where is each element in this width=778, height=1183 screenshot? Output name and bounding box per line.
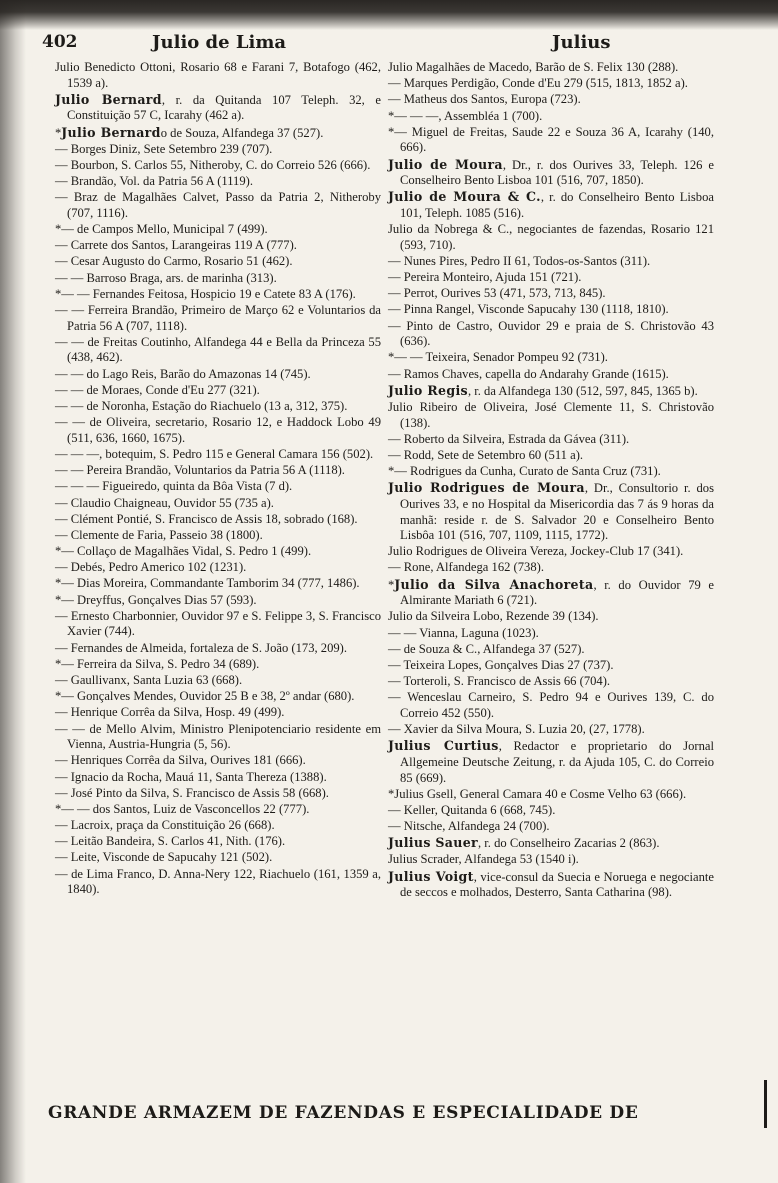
directory-entry: — — Barroso Braga, ars. de marinha (313). [55, 270, 277, 285]
directory-entry: — Fernandes de Almeida, fortaleza de S. João (173, 209). [55, 640, 348, 655]
directory-entry: *— — —, Assembléa 1 (700). [388, 108, 543, 123]
right-column [388, 60, 714, 901]
directory-entry: — Leitão Bandeira, S. Carlos 41, Nith. (176). [55, 834, 286, 849]
footer-banner: GRANDE ARMAZEM DE FAZENDAS E ESPECIALIDADE DE [48, 1103, 639, 1123]
directory-entry: *— Miguel de Freitas, Saude 22 e Souza 36 A, Icarahy (140, 666). [388, 124, 714, 155]
directory-entry: — Perrot, Ourives 53 (471, 573, 713, 845). [388, 286, 606, 301]
directory-entry: — Debés, Pedro Americo 102 (1231). [55, 560, 247, 575]
directory-entry: — Clemente de Faria, Passeio 38 (1800). [55, 527, 263, 542]
directory-entry: — Xavier da Silva Moura, S. Luzia 20, (27, 1778). [388, 722, 645, 737]
directory-entry: *— de Campos Mello, Municipal 7 (499). [55, 222, 268, 237]
directory-entry: — Henriques Corrêa da Silva, Ourives 181 (666). [55, 753, 306, 768]
directory-entry: — — Ferreira Brandão, Primeiro de Março 62 e Voluntarios da Patria 56 A (707, 1118). [55, 303, 381, 333]
directory-entry: — Clément Pontié, S. Francisco de Assis 18, sobrado (168). [55, 511, 358, 526]
directory-entry: — — Vianna, Laguna (1023). [388, 625, 539, 640]
directory-entry: — Teixeira Lopes, Gonçalves Dias 27 (737). [388, 658, 614, 672]
directory-entry: — Keller, Quitanda 6 (668, 745). [388, 802, 556, 817]
page-header [42, 28, 742, 58]
directory-entry: Julio Rodrigues de Oliveira Vereza, Jockey-Club 17 (341). [388, 544, 684, 559]
directory-entry: *— — Fernandes Feitosa, Hospicio 19 e Catete 83 A (176). [55, 286, 356, 301]
directory-entry: — Rodd, Sete de Setembro 60 (511 a). [388, 447, 584, 462]
directory-entry: — de Souza & C., Alfandega 37 (527). [388, 641, 585, 656]
directory-entry: — — de Freitas Coutinho, Alfandega 44 e Bella da Princeza 55 (438, 462). [55, 334, 381, 365]
directory-entry: — José Pinto da Silva, S. Francisco de Assis 58 (668). [55, 785, 329, 800]
directory-entry: — Rone, Alfandega 162 (738). [388, 560, 544, 575]
directory-entry: *— — dos Santos, Luiz de Vasconcellos 22 (777). [55, 801, 310, 816]
directory-entry: — — do Lago Reis, Barão do Amazonas 14 (745). [55, 366, 311, 381]
directory-entry: — Ramos Chaves, capella do Andarahy Grande (1615). [388, 366, 669, 381]
directory-entry: Julio Benedicto Ottoni, Rosario 68 e Farani 7, Botafogo (462, 1539 a). [55, 60, 381, 90]
directory-entry: — — de Noronha, Estação do Riachuelo (13 a, 312, 375). [55, 398, 348, 413]
directory-entry: — de Lima Franco, D. Anna-Nery 122, Riachuelo (161, 1359 a, 1840). [55, 866, 381, 897]
directory-entry: — Borges Diniz, Sete Setembro 239 (707). [55, 141, 273, 156]
directory-entry: Julio Bernard, r. da Quitanda 107 Teleph. 32, e Constituição 57 C, Icarahy (462 a). [55, 91, 381, 123]
directory-entry: — Bourbon, S. Carlos 55, Nitheroby, C. do Correio 526 (666). [55, 157, 371, 172]
directory-entry: — Ignacio da Rocha, Mauá 11, Santa Thereza (1388). [55, 769, 327, 784]
directory-entry: — Henrique Corrêa da Silva, Hosp. 49 (499). [55, 705, 285, 720]
directory-entry: *— Gonçalves Mendes, Ouvidor 25 B e 38, 2º andar (680). [55, 689, 355, 704]
directory-entry: — — Pereira Brandão, Voluntarios da Patria 56 A (1118). [55, 463, 345, 478]
directory-entry: — — de Moraes, Conde d'Eu 277 (321). [55, 382, 260, 397]
directory-entry: — — de Oliveira, secretario, Rosario 12, e Haddock Lobo 49 (511, 636, 1660, 1675). [55, 415, 381, 445]
directory-entry: — Leite, Visconde de Sapucahy 121 (502). [55, 850, 273, 865]
directory-entry: *Julio Bernardo de Souza, Alfandega 37 (527). [55, 124, 324, 140]
directory-entry: Julio Regis, r. da Alfandega 130 (512, 597, 845, 1365 b). [388, 382, 698, 398]
directory-entry: *Julius Gsell, General Camara 40 e Cosme Velho 63 (666). [388, 786, 687, 801]
directory-entry: — Matheus dos Santos, Europa (723). [388, 92, 581, 107]
directory-entry: Julius Curtius, Redactor e proprietario do Jornal Allgemeine Deutsche Zeitung, r. da Ajuda 105, C. do Correio 85 (669). [388, 738, 714, 785]
directory-entry: Julio da Nobrega & C., negociantes de fazendas, Rosario 121 (593, 710). [388, 222, 714, 252]
directory-entry: *— — Teixeira, Senador Pompeu 92 (731). [388, 350, 608, 365]
directory-entry: — Nunes Pires, Pedro II 61, Todos-os-Santos (311). [388, 253, 651, 268]
directory-entry: Julio de Moura, Dr., r. dos Ourives 33, Teleph. 126 e Conselheiro Bento Lisboa 101 (516, 707, 1850). [388, 156, 714, 188]
directory-entry: *— Ferreira da Silva, S. Pedro 34 (689). [55, 656, 260, 671]
directory-entry: — Gaullivanx, Santa Luzia 63 (668). [55, 672, 243, 687]
left-column [55, 60, 381, 898]
directory-entry: — Lacroix, praça da Constituição 26 (668). [55, 818, 275, 833]
directory-entry: — Brandão, Vol. da Patria 56 A (1119). [55, 174, 253, 189]
directory-entry: Julio Ribeiro de Oliveira, José Clemente 11, S. Christovão (138). [388, 399, 714, 430]
directory-entry: — Carrete dos Santos, Larangeiras 119 A (777). [55, 238, 297, 253]
directory-entry: — Braz de Magalhães Calvet, Passo da Patria 2, Nitheroby (707, 1116). [55, 190, 381, 220]
directory-entry: — Claudio Chaigneau, Ouvidor 55 (735 a). [55, 495, 274, 510]
directory-entry: Julius Sauer, r. do Conselheiro Zacarias 2 (863). [388, 835, 660, 851]
directory-entry: — Pinna Rangel, Visconde Sapucahy 130 (1118, 1810). [388, 302, 669, 317]
scan-top-edge [0, 0, 778, 30]
running-head-left: Julio de Lima [152, 32, 287, 53]
page-number: 402 [42, 32, 78, 52]
directory-entry: — Wenceslau Carneiro, S. Pedro 94 e Ourives 139, C. do Correio 452 (550). [388, 690, 714, 720]
directory-entry: — — de Mello Alvim, Ministro Plenipotenciario residente em Vienna, Austria-Hungria (5, 56). [55, 721, 381, 752]
directory-entry: *— Dias Moreira, Commandante Tamborim 34 (777, 1486). [55, 576, 360, 591]
directory-entry: Julio Magalhães de Macedo, Barão de S. Felix 130 (288). [388, 60, 679, 74]
directory-entry: Julius Voigt, vice-consul da Suecia e Noruega e negociante de seccos e molhados, Desterro, Santa Catharina (98). [388, 868, 714, 900]
directory-entry: — Nitsche, Alfandega 24 (700). [388, 819, 550, 834]
directory-entry: Julio da Silveira Lobo, Rezende 39 (134). [388, 609, 599, 624]
directory-entry: — Cesar Augusto do Carmo, Rosario 51 (462). [55, 254, 293, 269]
directory-entry: — Pereira Monteiro, Ajuda 151 (721). [388, 270, 582, 285]
scan-edge-mark [764, 1080, 767, 1128]
directory-entry: — Torteroli, S. Francisco de Assis 66 (704). [388, 674, 611, 689]
directory-entry: — Marques Perdigão, Conde d'Eu 279 (515, 1813, 1852 a). [388, 76, 688, 91]
directory-entry: *Julio da Silva Anachoreta, r. do Ouvidor 79 e Almirante Mariath 6 (721). [388, 576, 714, 608]
directory-entry: Julio Rodrigues de Moura, Dr., Consultorio r. dos Ourives 33, e no Hospital da Misericordia das 7 ás 9 horas da manhã: reside r. de S. Salvador 20 e Conselheiro Bento Lisbôa 101 (516, 707, 1109, 1115, 1772). [388, 480, 714, 543]
directory-entry: *— Dreyffus, Gonçalves Dias 57 (593). [55, 592, 257, 607]
directory-entry: — Pinto de Castro, Ouvidor 29 e praia de S. Christovão 43 (636). [388, 318, 714, 349]
running-head-right: Julius [552, 32, 611, 53]
directory-entry: — — —, botequim, S. Pedro 115 e General Camara 156 (502). [55, 446, 374, 461]
directory-entry: Julius Scrader, Alfandega 53 (1540 i). [388, 852, 579, 867]
directory-entry: Julio de Moura & C., r. do Conselheiro Bento Lisboa 101, Teleph. 1085 (516). [388, 189, 714, 220]
directory-entry: — Ernesto Charbonnier, Ouvidor 97 e S. Felippe 3, S. Francisco Xavier (744). [55, 608, 381, 639]
directory-entry: *— Rodrigues da Cunha, Curato de Santa Cruz (731). [388, 464, 661, 479]
directory-entry: — — — Figueiredo, quinta da Bôa Vista (7 d). [55, 479, 293, 494]
directory-entry: *— Collaço de Magalhães Vidal, S. Pedro 1 (499). [55, 544, 312, 559]
scan-binding-shadow [0, 0, 26, 1183]
directory-entry: — Roberto da Silveira, Estrada da Gávea (311). [388, 431, 630, 446]
